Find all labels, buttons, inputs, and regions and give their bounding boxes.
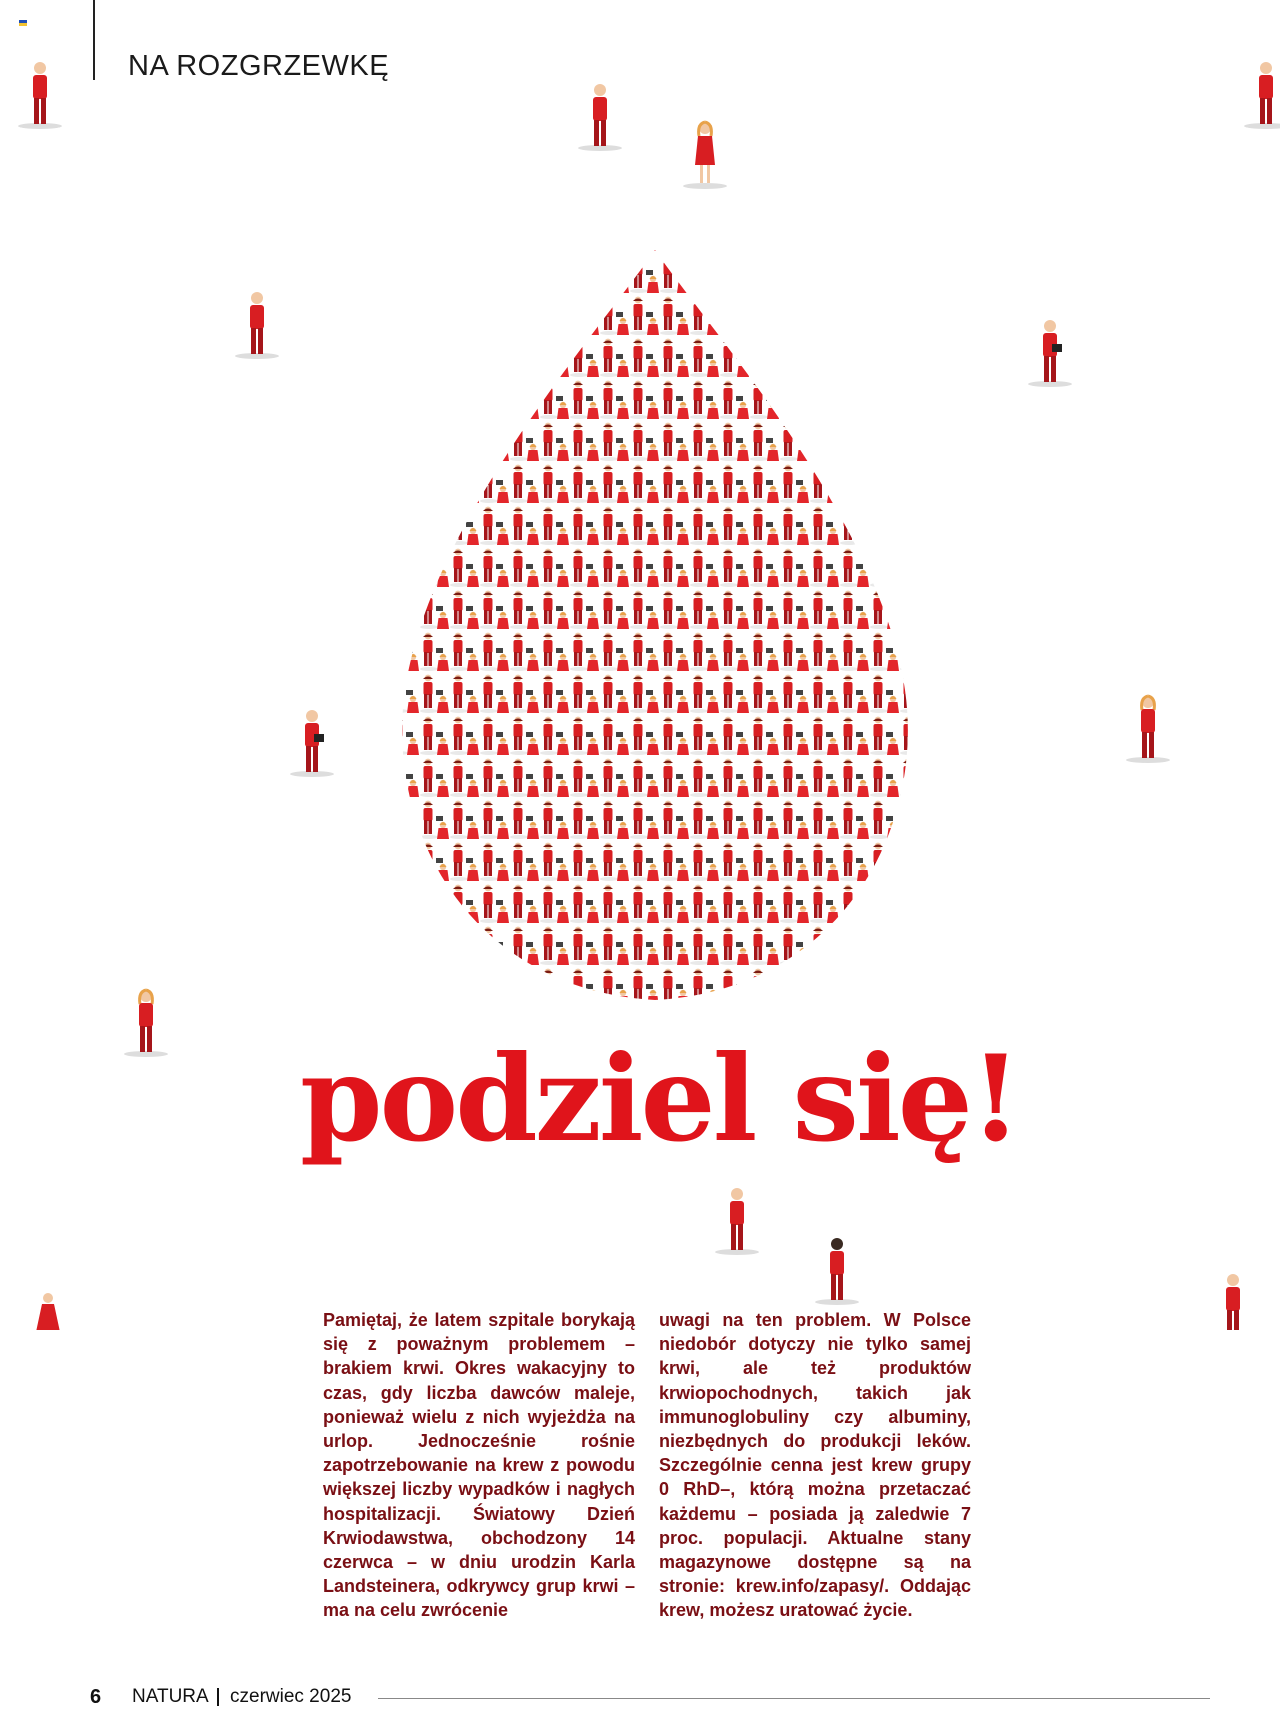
- article-column-1: [323, 1308, 635, 1623]
- article-paragraph: Pamiętaj, że latem szpitale borykają się z poważnym problemem – brakiem krwi. Okres wakacyjny to czas, gdy liczba dawców maleje, ponieważ wielu z nich wyjeżdża na urlop. Jednocześnie rośnie zapotrzebowanie na krew z powodu większej liczby wypadków i nagłych hospitalizacji. Światowy Dzień Krwiodawstwa, obchodzony 14 czerwca – w dniu urodzin Karla Landsteinera, odkrywcy grup krwi – ma na celu zwrócenie: [323, 1310, 635, 1621]
- page-number: 6: [90, 1686, 102, 1708]
- magazine-name: NATURA: [132, 1686, 209, 1707]
- page-footer: [90, 1686, 1210, 1712]
- footer-rule: [378, 1698, 1210, 1699]
- footer-separator: [217, 1688, 219, 1706]
- issue-date: czerwiec 2025: [230, 1686, 352, 1707]
- headline: podziel się!: [300, 1029, 1019, 1168]
- article-column-2: [659, 1308, 971, 1623]
- article-paragraph: uwagi na ten problem. W Polsce niedobór dotyczy nie tylko samej krwi, ale też produktów krwiopochodnych, takich jak immunoglobuliny czy albuminy, niezbędnych do produkcji leków. Szczególnie cenna jest krew grupy 0 RhD–, którą można przetaczać każdemu – posiada ją zaledwie 7 proc. populacji. Aktualne stany magazynowe dostępne są na stronie: krew.info/zapasy/. Oddając krew, możesz uratować życie.: [659, 1310, 971, 1621]
- section-label: NA ROZGRZEWKĘ: [128, 50, 390, 82]
